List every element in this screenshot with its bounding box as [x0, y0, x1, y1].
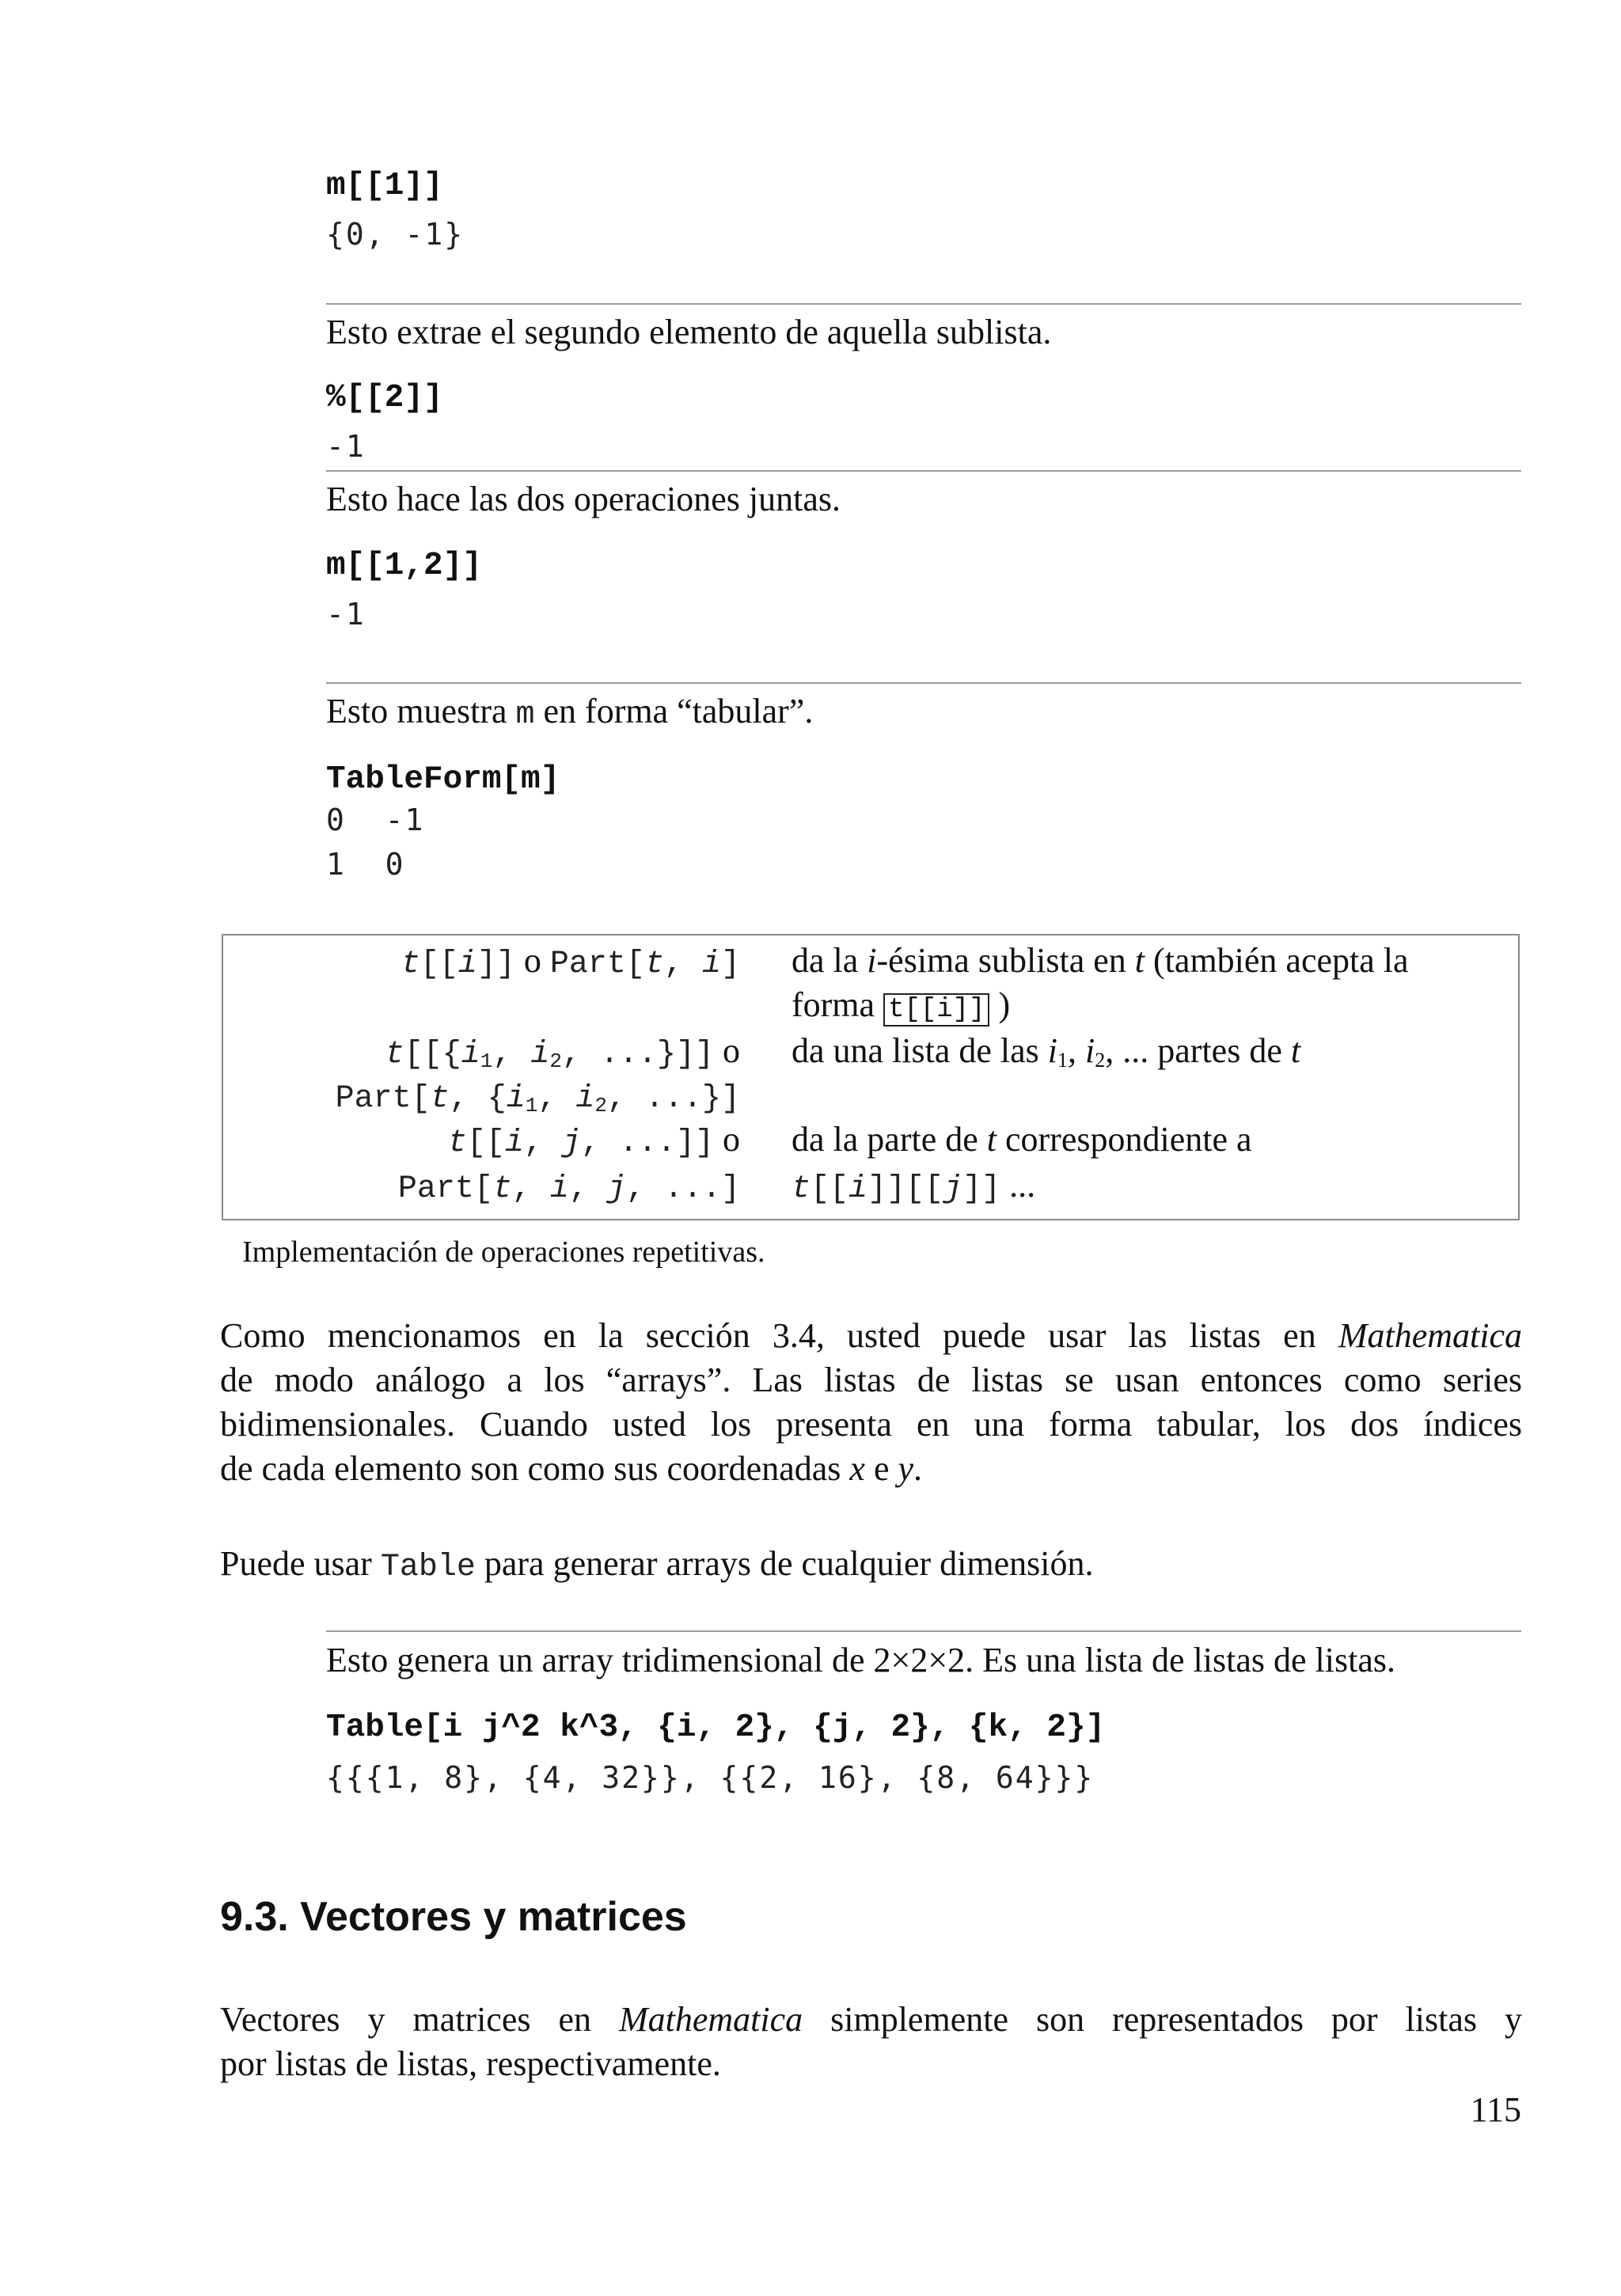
table-row-3-right-cont: t[[i]][[j]] ... [792, 1166, 1036, 1207]
output-cell-2: -1 [326, 429, 366, 464]
cell-text-2: Esto extrae el segundo elemento de aquella sublista. [326, 313, 1052, 351]
cell-divider [326, 1630, 1521, 1632]
input-cell-2: %[[2]] [326, 380, 443, 416]
output-cell-5: {{{1, 8}, {4, 32}}, {{2, 16}, {8, 64}}} [326, 1760, 1095, 1795]
paragraph-line: bidimensionales. Cuando usted los presenta en una forma tabular, los dos índices [220, 1405, 1522, 1444]
output-cell-3: -1 [326, 597, 366, 632]
table-row-2-left: $t[[\{i_1$, $i_2$, ...}]] o [385, 1031, 740, 1073]
paragraph-line: Vectores y matrices en Mathematica simplemente son representados por listas y [220, 2000, 1522, 2039]
table-output-row-1: 0 -1 [326, 803, 425, 837]
input-cell-3: m[[1,2]] [326, 548, 482, 584]
input-cell-4: TableForm[m] [326, 761, 560, 798]
paragraph-line: de modo análogo a los “arrays”. Las listas de listas se usan entonces como series [220, 1361, 1522, 1399]
input-cell-5: Table[i j^2 k^3, {i, 2}, {j, 2}, {k, 2}] [326, 1710, 1106, 1746]
table-output-row-2: 1 0 [326, 847, 405, 882]
inline-code: m [515, 697, 535, 733]
table-row-1-right: da la i-ésima sublista en t (también acepta la [792, 941, 1409, 980]
body-paragraph-3 [220, 1998, 1522, 2086]
table-row-3-left: t[[i, j, ...]] o [447, 1120, 740, 1161]
cell-divider [326, 470, 1521, 472]
paragraph-line: por listas de listas, respectivamente. [220, 2044, 721, 2083]
cell-text-4: Esto muestra m en forma “tabular”. [326, 692, 814, 733]
table-row-2-left-cont: Part[t, {$i_1$, $i_2$, ...}] [335, 1081, 740, 1118]
output-cell-1: {0, -1} [326, 217, 465, 252]
body-paragraph-2: Puede usar Table para generar arrays de cualquier dimensión. [220, 1544, 1094, 1585]
table-row-1-right-cont: forma t[[i]] ) [792, 985, 1011, 1025]
cell-divider [326, 303, 1521, 305]
table-row-1-left: t[[i]] o Part[t, i] [401, 941, 740, 982]
cell-divider [326, 682, 1521, 684]
boxed-notation: t[[i]] [883, 993, 989, 1027]
input-cell-1: m[[1]] [326, 168, 443, 204]
table-row-3-right: da la parte de t correspondiente a [792, 1120, 1252, 1159]
page-number: 115 [1470, 2090, 1521, 2129]
table-row-2-right: da una lista de las $i_1$, $i_2$, ... partes de t [792, 1031, 1301, 1072]
table-caption: Implementación de operaciones repetitivas. [242, 1235, 765, 1269]
section-heading: 9.3. Vectores y matrices [220, 1894, 687, 1940]
paragraph-line: Como mencionamos en la sección 3.4, usted puede usar las listas en Mathematica [220, 1316, 1522, 1355]
cell-text-5: Esto genera un array tridimensional de 2×2×2. Es una lista de listas de listas. [326, 1641, 1395, 1679]
cell-text-3: Esto hace las dos operaciones juntas. [326, 480, 841, 518]
table-row-3-left-cont: Part[t, i, j, ...] [397, 1171, 740, 1207]
paragraph-line: de cada elemento son como sus coordenadas x e y. [220, 1449, 922, 1488]
inline-code: Table [380, 1550, 476, 1585]
body-paragraph-1 [220, 1314, 1522, 1491]
